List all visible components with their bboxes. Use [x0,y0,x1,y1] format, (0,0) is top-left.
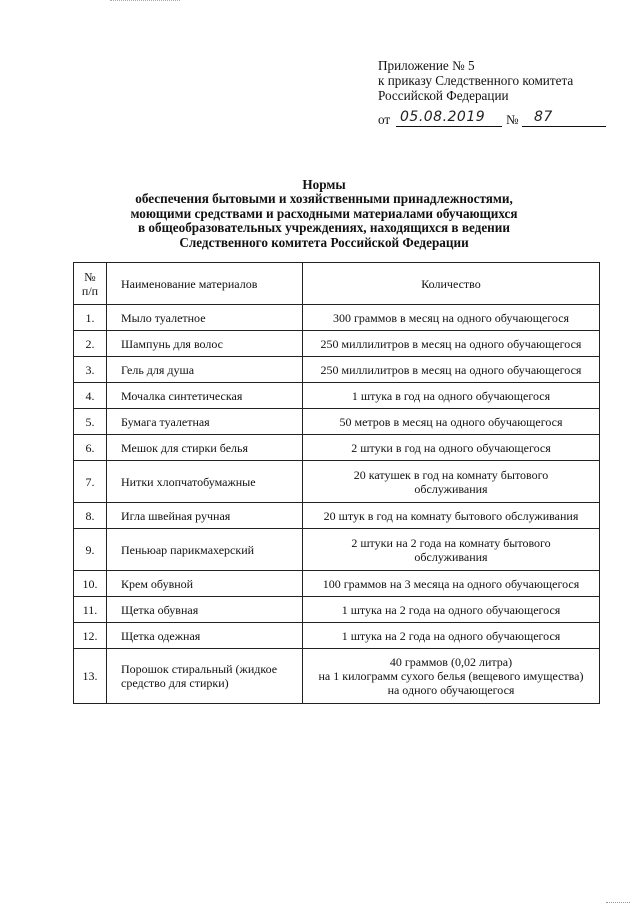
quantity-line: обслуживания [414,549,488,564]
table-row [74,461,600,503]
quantity-line: на 1 килограмм сухого белья (вещевого имущества) [318,669,584,683]
quantity-line: на одного обучающегося [387,683,515,697]
header-number-abbr: п/п [81,283,99,298]
row-material-name: Гель для душа [107,357,303,383]
row-number: 3. [74,357,107,383]
row-material-name: Порошок стиральный (жидкое средство для стирки) [107,649,303,704]
order-number-handwritten: 87 [534,109,553,125]
table-row [74,649,600,704]
row-material-name: Щетка одежная [107,623,303,649]
row-quantity [303,331,600,357]
table-row [74,503,600,529]
row-quantity [303,529,600,571]
norms-table [73,262,600,704]
row-quantity [303,571,600,597]
table-row [74,623,600,649]
title-line: моющими средствами и расходными материалами обучающихся [130,205,518,221]
table-row [74,529,600,571]
scan-artifact [110,0,180,3]
order-date-number [378,109,618,130]
quantity-line: 20 катушек в год на комнату бытового [353,467,549,482]
appendix-order-ref: к приказу Следственного комитета [378,73,574,88]
row-number: 13. [74,649,107,704]
row-quantity [303,435,600,461]
table-header-row [74,263,600,305]
quantity-line: 1 штука на 2 года на одного обучающегося [341,602,561,617]
table-row [74,571,600,597]
quantity-line: 20 штук в год на комнату бытового обслуживания [323,508,579,523]
order-from-label: от [378,112,391,127]
quantity-line: обслуживания [414,481,488,496]
row-number: 4. [74,383,107,409]
date-underline [396,126,502,127]
title-line: обеспечения бытовыми и хозяйственными принадлежностями, [135,191,513,207]
header-quantity: Количество [303,263,600,305]
table-row [74,409,600,435]
row-quantity [303,305,600,331]
header-number [74,263,107,305]
row-number: 8. [74,503,107,529]
quantity-line: 1 штука в год на одного обучающегося [351,388,551,403]
table-row [74,331,600,357]
quantity-line: 100 граммов на 3 месяца на одного обучающегося [322,576,580,591]
row-quantity [303,503,600,529]
header-material-name: Наименование материалов [107,263,303,305]
row-quantity [303,623,600,649]
row-number: 6. [74,435,107,461]
quantity-line: 300 граммов в месяц на одного обучающегося [332,310,570,325]
title-heading: Нормы [302,177,346,192]
row-material-name: Мешок для стирки белья [107,435,303,461]
document-title [90,178,558,250]
appendix-number: Приложение № 5 [378,58,475,73]
header-number-sign: № [84,269,96,284]
row-material-name: Мыло туалетное [107,305,303,331]
row-number: 9. [74,529,107,571]
scan-artifact [606,900,630,903]
row-number: 7. [74,461,107,503]
order-number-label: № [506,112,519,127]
table-body [74,305,600,704]
row-material-name: Пеньюар парикмахерский [107,529,303,571]
row-material-name: Игла швейная ручная [107,503,303,529]
row-quantity [303,409,600,435]
quantity-line: 2 штуки на 2 года на комнату бытового [351,535,551,550]
quantity-line: 50 метров в месяц на одного обучающегося [339,414,563,429]
row-quantity [303,461,600,503]
order-date-handwritten: 05.08.2019 [400,109,486,125]
row-quantity [303,357,600,383]
quantity-line: 2 штуки в год на одного обучающегося [351,440,551,455]
row-material-name: Щетка обувная [107,597,303,623]
row-quantity [303,649,600,704]
quantity-line: 40 граммов (0,02 литра) [389,655,513,669]
row-material-name: Крем обувной [107,571,303,597]
row-material-name: Мочалка синтетическая [107,383,303,409]
number-underline [522,126,606,127]
row-number: 1. [74,305,107,331]
row-quantity [303,597,600,623]
appendix-org: Российской Федерации [378,88,509,103]
row-material-name: Шампунь для волос [107,331,303,357]
quantity-line: 250 миллилитров в месяц на одного обучающегося [320,362,582,377]
table-row [74,305,600,331]
row-number: 2. [74,331,107,357]
appendix-header [378,58,628,103]
row-quantity [303,383,600,409]
title-line: в общеобразовательных учреждениях, находящихся в ведении [138,220,510,236]
row-number: 10. [74,571,107,597]
row-number: 5. [74,409,107,435]
row-number: 12. [74,623,107,649]
row-number: 11. [74,597,107,623]
title-line: Следственного комитета Российской Федерации [179,234,469,250]
row-material-name: Бумага туалетная [107,409,303,435]
table-row [74,435,600,461]
quantity-line: 250 миллилитров в месяц на одного обучающегося [320,336,582,351]
table-row [74,597,600,623]
quantity-line: 1 штука на 2 года на одного обучающегося [341,628,561,643]
row-material-name: Нитки хлопчатобумажные [107,461,303,503]
table-row [74,357,600,383]
table-row [74,383,600,409]
